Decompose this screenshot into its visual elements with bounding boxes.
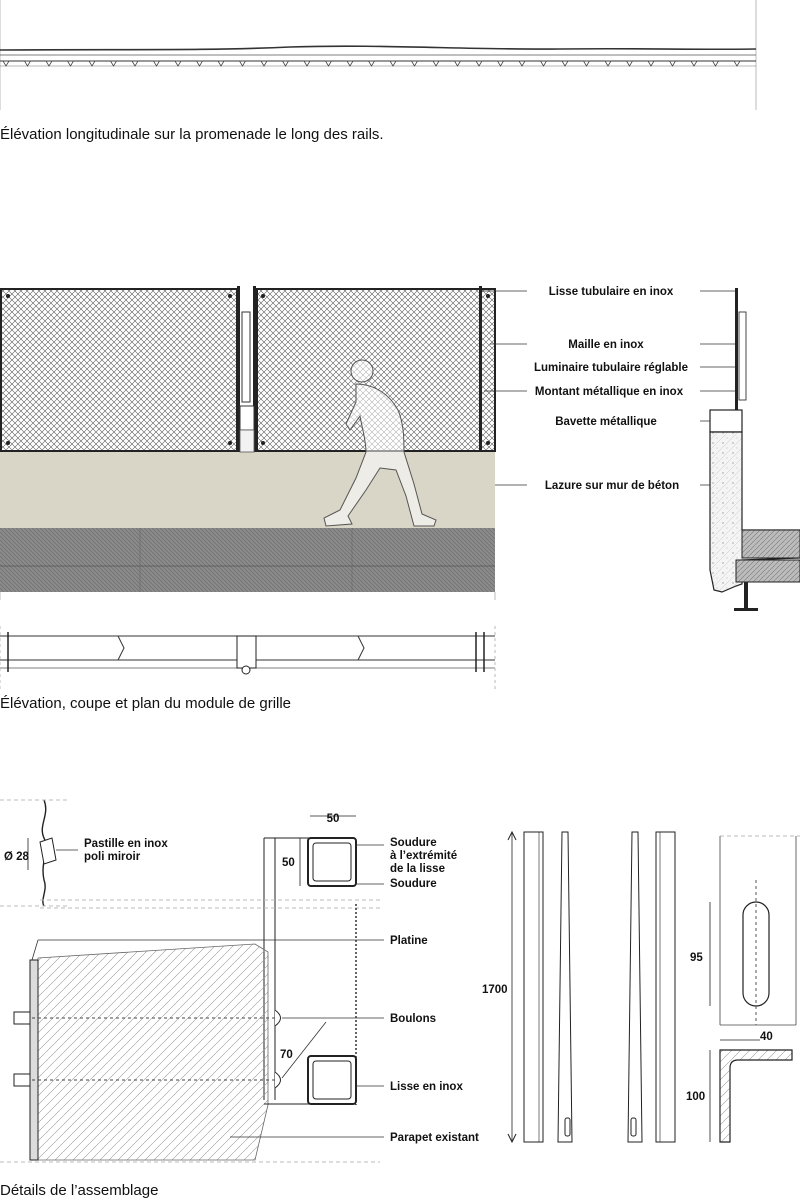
lamppost-mark — [111, 61, 117, 66]
longitudinal-elevation — [0, 0, 756, 110]
luminaire-box — [240, 406, 254, 430]
luminaire-tube — [242, 312, 250, 402]
label-platine: Platine — [390, 935, 428, 947]
dim-diameter: Ø 28 — [4, 851, 29, 863]
lamppost-mark — [713, 61, 719, 66]
dim-1700: 1700 — [482, 984, 508, 996]
label-soudure-end-3: de la lisse — [390, 863, 445, 875]
label-lisse-inox: Lisse en inox — [390, 1081, 463, 1093]
lamppost-mark — [89, 61, 95, 66]
dim-50-top: 50 — [326, 813, 340, 825]
lamppost-mark — [433, 61, 439, 66]
angle-profile — [686, 1031, 792, 1142]
post-elevations — [482, 832, 675, 1142]
lamppost-mark — [584, 61, 590, 66]
label-bavette: Bavette métallique — [555, 416, 657, 428]
lamppost-mark — [476, 61, 482, 66]
label-montant: Montant métallique en inox — [534, 386, 684, 398]
lamppost-mark — [240, 61, 246, 66]
lamppost-mark — [175, 61, 181, 66]
lamppost-mark — [519, 61, 525, 66]
dim-70: 70 — [280, 1049, 293, 1061]
lamppost-mark — [390, 61, 396, 66]
label-luminaire: Luminaire tubulaire réglable — [533, 362, 689, 374]
caption-module: Élévation, coupe et plan du module de grille — [0, 695, 292, 712]
label-pastille-1: Pastille en inox — [84, 838, 168, 850]
lamppost-mark — [68, 61, 74, 66]
lamppost-mark — [605, 61, 611, 66]
existing-parapet — [38, 944, 268, 1160]
dim-100: 100 — [686, 1091, 706, 1103]
caption-longitudinal: Élévation longitudinale sur la promenade le long des rails. — [0, 126, 384, 143]
tube-section-top — [308, 838, 356, 886]
label-soudure: Soudure — [390, 878, 437, 890]
lamppost-mark — [455, 61, 461, 66]
lamppost-mark — [283, 61, 289, 66]
module-section — [710, 288, 800, 611]
lamppost-mark — [132, 61, 138, 66]
lamppost-mark — [627, 61, 633, 66]
dim-40: 40 — [760, 1031, 773, 1043]
lamppost-mark — [46, 61, 52, 66]
lamppost-row — [3, 61, 740, 66]
lamppost-mark — [326, 61, 332, 66]
label-pastille-2: poli miroir — [84, 851, 141, 863]
lamppost-mark — [541, 61, 547, 66]
lamppost-mark — [304, 61, 310, 66]
label-boulons: Boulons — [390, 1013, 436, 1025]
lamppost-mark — [734, 61, 740, 66]
dim-95: 95 — [690, 952, 703, 964]
lamppost-mark — [347, 61, 353, 66]
label-parapet: Parapet existant — [390, 1132, 479, 1144]
lamppost-mark — [261, 61, 267, 66]
slot-detail — [690, 836, 800, 1025]
label-maille: Maille en inox — [568, 339, 644, 351]
label-soudure-end-1: Soudure — [390, 837, 437, 849]
tube-section-bottom — [308, 1056, 356, 1104]
lamppost-mark — [670, 61, 676, 66]
assembly-details — [0, 800, 800, 1162]
label-lazure: Lazure sur mur de béton — [544, 480, 680, 492]
lamppost-mark — [154, 61, 160, 66]
base-plate — [30, 960, 38, 1160]
lamppost-mark — [498, 61, 504, 66]
module-plan — [0, 626, 495, 690]
label-soudure-end-2: à l’extrémité — [390, 850, 458, 862]
label-lisse-tubulaire: Lisse tubulaire en inox — [548, 286, 674, 298]
track-ground — [0, 528, 495, 592]
lamppost-mark — [412, 61, 418, 66]
lamppost-mark — [369, 61, 375, 66]
lamppost-mark — [562, 61, 568, 66]
lamppost-mark — [691, 61, 697, 66]
mesh-panel-left — [1, 289, 237, 451]
post-end — [479, 286, 482, 452]
lamppost-mark — [218, 61, 224, 66]
lamppost-mark — [648, 61, 654, 66]
caption-assembly: Détails de l’assemblage — [0, 1182, 159, 1199]
lamppost-mark — [25, 61, 31, 66]
lamppost-mark — [197, 61, 203, 66]
dim-50-side: 50 — [282, 857, 295, 869]
module-elevation — [0, 286, 800, 690]
lamppost-mark — [3, 61, 9, 66]
